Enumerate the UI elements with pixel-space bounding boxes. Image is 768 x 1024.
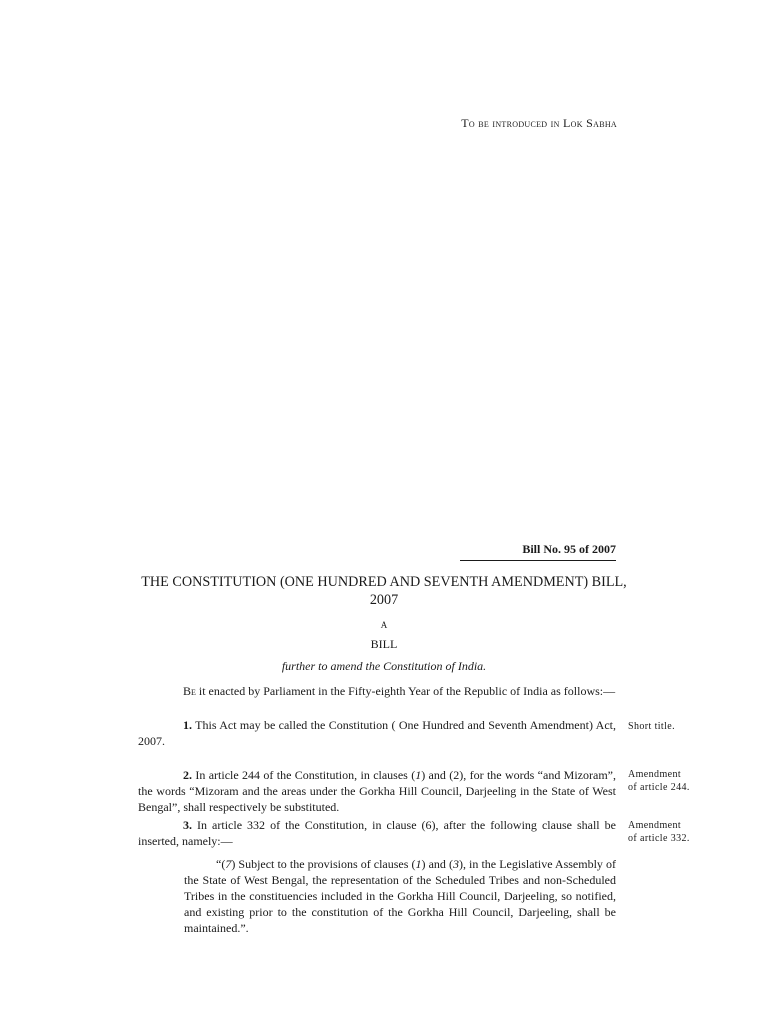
inserted-clause: “(7) Subject to the provisions of clauses (1) and (3), in the Legislative Assembly of the State of West Bengal, the representation of the Scheduled Tribes and non-Scheduled Tribes in the constituencies included in the Gorkha Hill Council, Darjeeling, so notified, and existing prior to the constitution of the Gorkha Hill Council, Darjeeling, shall be maintained.”. [184, 857, 617, 935]
section-2: 2. In article 244 of the Constitution, in clauses (1) and (2), for the words “and Mizoram”, the words “Mizoram and the areas under the Gorkha Hill Council, Darjeeling in the State of West Bengal”, shall respectively be substituted. [138, 768, 616, 814]
enacting-clause: Be it enacted by Parliament in the Fifty-eighth Year of the Republic of India as follows:— [183, 684, 616, 698]
section-number: 2. [183, 768, 192, 782]
bill-purpose: further to amend the Constitution of India. [281, 659, 487, 673]
section-3: 3. In article 332 of the Constitution, in clause (6), after the following clause shall be inserted, namely:— [138, 818, 616, 848]
marginal-note-article-332: Amendment of article 332. [628, 820, 690, 844]
section-1: 1. This Act may be called the Constitution ( One Hundred and Seventh Amendment) Act, 2007. [138, 718, 616, 748]
introduction-note: To be introduced in Lok Sabha [461, 116, 617, 130]
marginal-note-short-title: Short title. [628, 721, 676, 732]
bill-title: THE CONSTITUTION (ONE HUNDRED AND SEVENTH AMENDMENT) BILL, 2007 [141, 574, 627, 608]
marginal-note-article-244: Amendment of article 244. [628, 769, 690, 793]
bill-number: Bill No. 95 of 2007 [460, 542, 616, 561]
section-number: 1. [183, 718, 192, 732]
bill-label: BILL [370, 637, 398, 651]
section-number: 3. [183, 818, 192, 832]
article-marker: A [380, 620, 388, 630]
